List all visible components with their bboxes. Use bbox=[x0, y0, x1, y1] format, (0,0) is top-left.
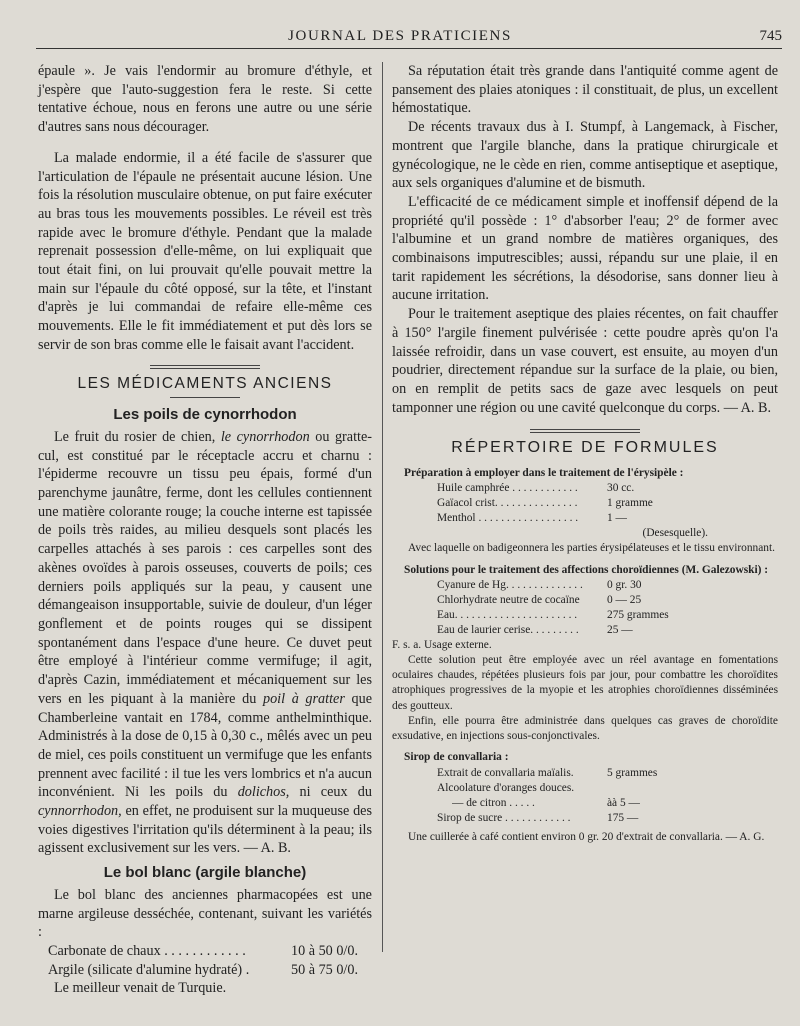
formula-ingredient: Menthol . . . . . . . . . . . . . . . . . . 1 — bbox=[437, 512, 627, 525]
formula-note: Enfin, elle pourra être administrée dans quelques cas graves de choroïdite exsudative, en injections sous-conjonctivales. bbox=[392, 714, 778, 743]
formula-heading: Préparation à employer dans le traitement de l'érysipèle : bbox=[404, 467, 684, 480]
composition-row: Carbonate de chaux . . . . . . . . . . . . 10 à 50 0/0. bbox=[48, 942, 358, 959]
paragraph: L'efficacité de ce médicament simple et inoffensif dépend de la propriété qu'il possède : 1° d'absorber l'eau; 2° de former avec l'albumine et un grand nombre de matières organiques, des combinaisons imputrescibles; aussi, répandu sur une plaie, il en tarit rapidement les sécrétions, la désodorise, sans donner lieu à aucune irritation. bbox=[392, 193, 778, 304]
left-column bbox=[38, 62, 372, 998]
formula-list bbox=[392, 481, 778, 526]
formula-note: Une cuillerée à café contient environ 0 gr. 20 d'extrait de convallaria. — A. G. bbox=[408, 830, 765, 843]
article-heading: Le bol blanc (argile blanche) bbox=[103, 864, 307, 882]
paragraph: Le fruit du rosier de chien, le cynorrhodon ou gratte-cul, est constitué par le réceptacle accru et charnu : l'épiderme recouvre un tissu peu épais, formé d'un parenchyme jaunâtre, ferme, dont les cellules contiennent une matière colorante rouge; la couche interne est tapissée de poils très raides, au milieu desquels sont placés les carpelles attachés à ses parois : ces carpelles sont des akènes ovoïdes à parois osseuses, couverts de poils; ces derniers poils appliqués sur la peau, y causent une démangeaison insupportable, suivie de douleur, d'un léger gonflement et de points rouges qui se dissipent spontanément dans l'espace d'une heure. Ce duvet peut être employé à l'intérieur comme vermifuge; il agit, d'après Cazin, immédiatement et mécaniquement sur les vers en les piquant à la manière du poil à gratter que Chamberleine vantait en 1784, comme anthelminthique. Administrés à la dose de 0,15 à 0,30 c., mêlés avec un peu de miel, ces poils constituent un vermifuge que les enfants prennent avec facilité : il tue les vers lombrics et n'a aucun inconvénient. Ni les poils du dolichos, ni ceux du cynnorrhodon, en effet, ne produisent sur la muqueuse des voies digestives l'irritation qu'ils déterminent à la peau; ils agissent exclusivement sur les vers. — A. B. bbox=[38, 428, 372, 857]
formula-ingredient: Huile camphrée . . . . . . . . . . . . 30 cc. bbox=[437, 482, 635, 495]
formula-ingredient: Cyanure de Hg. . . . . . . . . . . . . . 0 gr. 30 bbox=[437, 578, 642, 591]
short-rule bbox=[170, 397, 240, 398]
formula-ingredient: Chlorhydrate neutre de cocaïne 0 — 25 bbox=[437, 593, 642, 606]
page-number: 745 bbox=[759, 28, 782, 44]
formula-ingredient: — de citron . . . . . àà 5 — bbox=[452, 796, 640, 809]
formula-note: Cette solution peut être employée avec un réel avantage en fomentations oculaires chaudes, répétées plusieurs fois par jour, pour combattre les choroïdites atrophiques progressives de la myopie et les atrophies choroïdiennes disséminées des goutteux. bbox=[392, 654, 778, 712]
formula-heading: Sirop de convallaria : bbox=[404, 751, 509, 764]
section-rule bbox=[530, 429, 640, 433]
paragraph: La malade endormie, il a été facile de s'assurer que l'articulation de l'épaule ne présentait aucune lésion. Une fois la résolution musculaire obtenue, on put faire exécuter au bras tous les mouvements possibles. Le réveil est très rapide avec le bromure d'éthyle. Pendant que la malade reprenait possession d'elle-même, on lui expliquait que tout était fini, on lui prouvait qu'elle pouvait mettre la main sur l'épaule du côté opposé, sur la tête, et l'instant d'après je lui commandai de refaire elle-même ces mouvements. Elle le fit immédiatement et put dès lors se servir de son bras comme elle le faisait avant l'accident. bbox=[38, 149, 372, 353]
paragraph: Le meilleur venait de Turquie. bbox=[54, 980, 227, 997]
article-heading: Les poils de cynorrhodon bbox=[113, 406, 297, 424]
paragraph: Sa réputation était très grande dans l'antiquité comme agent de pansement des plaies atoniques : il constituait, de plus, un excellent hémostatique. bbox=[392, 63, 778, 117]
formula-author: (Desesquelle). bbox=[642, 527, 708, 540]
running-head bbox=[0, 28, 800, 50]
section-rule bbox=[150, 365, 260, 369]
right-column bbox=[392, 62, 778, 845]
journal-title: JOURNAL DES PRATICIENS bbox=[288, 28, 512, 44]
composition-row: Argile (silicate d'alumine hydraté) . 50 à 75 0/0. bbox=[48, 961, 358, 978]
paragraph: Le bol blanc des anciennes pharmacopées est une marne argileuse desséchée, contenant, suivant les variétés : bbox=[38, 886, 372, 941]
section-title: LES MÉDICAMENTS ANCIENS bbox=[77, 374, 333, 392]
formula-ingredient: Sirop de sucre . . . . . . . . . . . . 175 — bbox=[437, 811, 639, 824]
paragraph: De récents travaux dus à I. Stumpf, à Langemack, à Fischer, montrent que l'argile blanche, dans la pratique chirurgicale et gynécologique, ne le cède en rien, comme antiseptique et aseptique, aux sels organiques d'alumine et de bismuth. bbox=[392, 119, 778, 192]
formula-heading: Solutions pour le traitement des affections choroïdiennes (M. Galezowski) : bbox=[404, 563, 769, 576]
paragraph: Pour le traitement aseptique des plaies récentes, on fait chauffer à 150° l'argile finement pulvérisée : cette poudre après qu'on l'a laissée refroidir, dans un vase couvert, est ensuite, au moyen d'un poudrier, directement répandue sur la surface de la plaie, ou bien, on en remplit de petits sacs de gaze avec lesquels on peut tamponner une région ou une cavité quelconque du corps. — A. B. bbox=[392, 306, 778, 416]
formula-ingredient: Eau de laurier cerise. . . . . . . . . 25 — bbox=[437, 623, 633, 636]
formula-list bbox=[392, 578, 778, 638]
formula-ingredient: Gaïacol crist. . . . . . . . . . . . . . . 1 gramme bbox=[437, 497, 653, 510]
paragraph: épaule ». Je vais l'endormir au bromure d'éthyle, et j'espère que l'auto-suggestion fera le reste. Si cette tentative échoue, nous en ferons une autre ou une série d'autres sans nous décourager. bbox=[38, 63, 372, 136]
formula-ingredient: Alcoolature d'oranges douces. bbox=[437, 781, 575, 794]
formula-ingredient: Eau. . . . . . . . . . . . . . . . . . . . . . 275 grammes bbox=[437, 608, 669, 621]
column-divider bbox=[382, 62, 383, 952]
section-title: RÉPERTOIRE DE FORMULES bbox=[451, 439, 719, 457]
formula-ingredient: Extrait de convallaria maïalis. 5 grammes bbox=[437, 766, 658, 779]
formula-list bbox=[392, 766, 778, 826]
header-rule bbox=[36, 48, 782, 49]
formula-usage: F. s. a. Usage externe. bbox=[392, 638, 492, 651]
formula-note: Avec laquelle on badigeonnera les parties érysipélateuses et le tissu environnant. bbox=[408, 542, 776, 555]
